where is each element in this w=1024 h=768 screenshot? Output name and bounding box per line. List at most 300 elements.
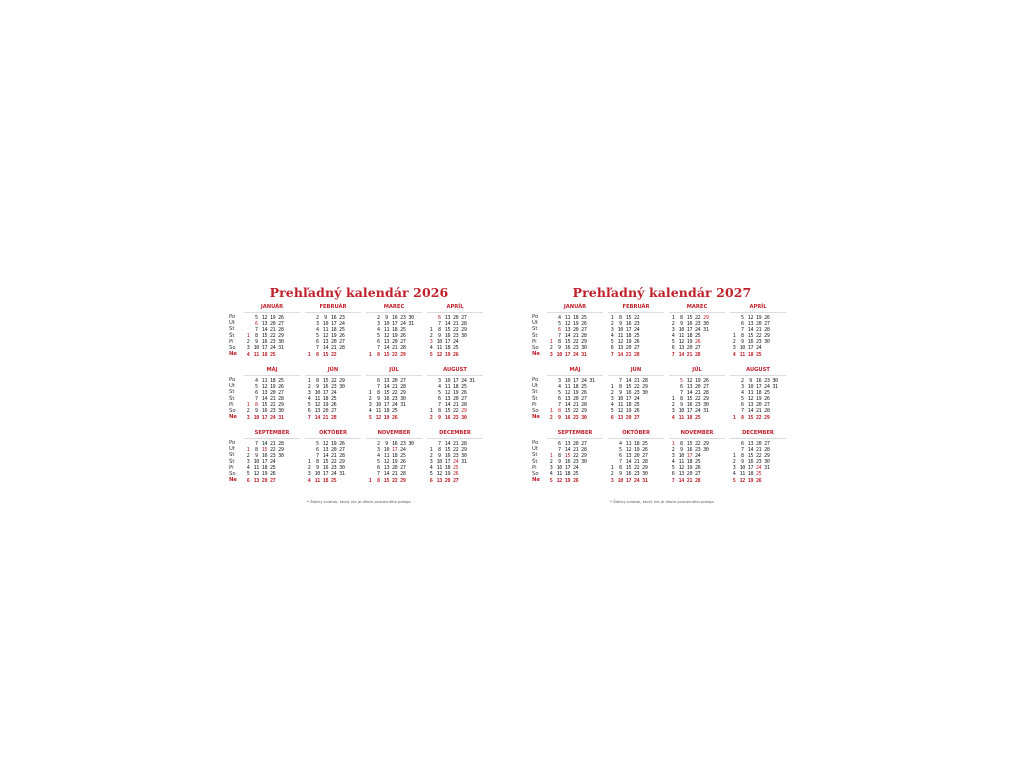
- day-cell: 26: [764, 314, 770, 321]
- day-cell: 5: [618, 446, 622, 453]
- day-cell: 16: [747, 459, 754, 466]
- day-cell: 16: [564, 459, 571, 466]
- month-block: [547, 430, 603, 484]
- day-cell: 9: [618, 389, 622, 396]
- day-cell: 16: [686, 402, 693, 409]
- day-cell: 13: [314, 408, 320, 415]
- day-cell: 22: [755, 452, 762, 459]
- day-cell: 23: [269, 339, 276, 346]
- weekday-label: Po: [229, 314, 236, 320]
- day-cell: 19: [383, 414, 390, 421]
- day-cell: 14: [678, 351, 684, 358]
- day-cell: 3: [429, 339, 433, 346]
- day-cell: 1: [429, 408, 433, 415]
- day-cell: 8: [740, 452, 744, 459]
- day-cell: 29: [339, 377, 345, 384]
- day-cell: 11: [556, 471, 562, 478]
- day-cell: 24: [330, 471, 337, 478]
- day-cell: 4: [557, 314, 561, 321]
- day-cell: 20: [322, 408, 329, 415]
- day-cell: 10: [253, 414, 259, 421]
- day-cell: 9: [618, 471, 622, 478]
- day-cell: 25: [330, 396, 337, 403]
- day-cell: [346, 415, 354, 421]
- day-cell: 8: [618, 383, 622, 390]
- day-cell: 23: [755, 459, 762, 466]
- day-cell: 12: [678, 465, 684, 472]
- day-cell: 22: [572, 452, 579, 459]
- day-cell: 30: [642, 389, 648, 396]
- day-cell: 29: [400, 477, 406, 484]
- day-cell: 10: [617, 396, 623, 403]
- day-cell: 3: [732, 465, 736, 472]
- day-cell: 11: [375, 408, 381, 415]
- day-cell: 11: [314, 396, 320, 403]
- day-cell: 20: [391, 465, 398, 472]
- day-cell: 24: [633, 396, 640, 403]
- day-cell: 15: [444, 326, 451, 333]
- day-cell: 26: [339, 333, 345, 340]
- day-cell: 13: [383, 339, 390, 346]
- day-cell: 17: [625, 326, 632, 333]
- day-cell: [407, 415, 415, 421]
- month-block: [427, 430, 483, 484]
- day-cell: 30: [278, 452, 284, 459]
- weekday-row: [366, 415, 422, 421]
- day-cell: 12: [322, 440, 329, 447]
- day-cell: 2: [376, 440, 380, 447]
- day-cell: 12: [617, 339, 623, 346]
- day-cell: 17: [322, 389, 329, 396]
- month-block: [305, 367, 361, 421]
- day-cell: 20: [330, 339, 337, 346]
- day-cell: 7: [557, 402, 561, 409]
- day-cell: 18: [625, 402, 632, 409]
- day-cell: 23: [633, 389, 640, 396]
- day-cell: 12: [322, 333, 329, 340]
- month-name: JANUÁR: [547, 304, 603, 313]
- day-cell: 6: [376, 377, 380, 384]
- day-cell: 15: [383, 389, 390, 396]
- day-cell: 20: [625, 345, 632, 352]
- day-cell: 9: [254, 452, 258, 459]
- day-cell: 10: [383, 446, 390, 453]
- weekday-row: [730, 478, 786, 484]
- day-cell: 25: [755, 351, 762, 358]
- weekday-row: [730, 415, 786, 421]
- day-cell: 27: [694, 471, 701, 478]
- day-cell: 4: [254, 377, 258, 384]
- day-cell: 21: [391, 383, 398, 390]
- day-cell: 1: [549, 408, 553, 415]
- day-cell: 14: [686, 389, 693, 396]
- day-cell: [407, 352, 415, 358]
- day-cell: 10: [678, 408, 684, 415]
- day-cell: 27: [461, 396, 467, 403]
- day-cell: 25: [755, 471, 762, 478]
- day-cell: 10: [739, 465, 745, 472]
- weekday-label: Pi: [532, 401, 537, 408]
- day-cell: 4: [610, 402, 614, 409]
- day-cell: 5: [732, 477, 736, 484]
- day-cell: 25: [694, 333, 701, 340]
- day-cell: 7: [315, 452, 319, 459]
- day-cell: 10: [436, 459, 442, 466]
- day-cell: 7: [437, 320, 441, 327]
- day-cell: 21: [269, 396, 276, 403]
- day-cell: 31: [278, 414, 284, 421]
- day-cell: 15: [322, 459, 329, 466]
- day-cell: 17: [452, 377, 459, 384]
- day-cell: 19: [572, 320, 579, 327]
- day-cell: 28: [400, 345, 406, 352]
- day-cell: 2: [740, 377, 744, 384]
- day-cell: 16: [564, 345, 571, 352]
- day-cell: 12: [739, 477, 745, 484]
- day-cell: 10: [564, 377, 571, 384]
- day-cell: 20: [694, 383, 701, 390]
- day-cell: [285, 478, 293, 484]
- day-cell: 13: [436, 477, 442, 484]
- day-cell: 7: [610, 351, 614, 358]
- quarter-row: [532, 367, 792, 430]
- weekday-label: St: [229, 452, 235, 459]
- day-cell: 14: [322, 452, 329, 459]
- day-cell: 29: [581, 339, 587, 346]
- day-cell: 29: [278, 402, 284, 409]
- day-cell: 5: [246, 471, 250, 478]
- day-cell: 17: [391, 320, 398, 327]
- day-cell: 15: [261, 446, 268, 453]
- day-cell: 23: [694, 320, 701, 327]
- day-cell: 1: [368, 351, 372, 358]
- weekday-label: Št: [229, 332, 235, 339]
- day-cell: 18: [686, 414, 693, 421]
- day-cell: 30: [703, 446, 709, 453]
- day-cell: 11: [322, 326, 329, 333]
- day-cell: [338, 415, 346, 421]
- day-cell: 2: [429, 414, 433, 421]
- day-cell: [649, 415, 657, 421]
- day-cell: 6: [740, 440, 744, 447]
- day-cell: 17: [747, 345, 754, 352]
- weekday-row: [244, 415, 300, 421]
- quarter-row: [229, 304, 489, 367]
- day-cell: 28: [278, 396, 284, 403]
- day-cell: 17: [261, 459, 268, 466]
- day-cell: 16: [330, 314, 337, 321]
- day-cell: 1: [671, 440, 675, 447]
- day-cell: 20: [686, 471, 693, 478]
- day-cell: 21: [572, 333, 579, 340]
- day-cell: 20: [572, 326, 579, 333]
- day-cell: 8: [618, 465, 622, 472]
- month-block: [244, 430, 300, 484]
- day-cell: 21: [686, 477, 693, 484]
- day-cell: 4: [429, 465, 433, 472]
- day-cell: 17: [330, 320, 337, 327]
- day-cell: 8: [679, 440, 683, 447]
- day-cell: 2: [429, 333, 433, 340]
- day-cell: 28: [764, 446, 770, 453]
- day-cell: 16: [391, 440, 398, 447]
- day-cell: 4: [246, 351, 250, 358]
- day-cell: 24: [339, 320, 345, 327]
- day-cell: 30: [339, 465, 345, 472]
- day-cell: 23: [764, 377, 770, 384]
- day-cell: 18: [391, 326, 398, 333]
- quarter-row: [229, 430, 489, 493]
- weekday-label: Ut: [532, 383, 538, 390]
- month-name: FEBRUÁR: [608, 304, 664, 313]
- day-cell: 17: [625, 396, 632, 403]
- day-cell: 7: [254, 326, 258, 333]
- day-cell: 18: [444, 465, 451, 472]
- day-cell: 22: [452, 326, 459, 333]
- weekday-label: St: [229, 389, 235, 396]
- day-cell: 1: [246, 333, 250, 340]
- day-cell: 8: [315, 459, 319, 466]
- day-cell: 19: [755, 314, 762, 321]
- day-cell: 5: [671, 339, 675, 346]
- day-cell: 25: [400, 326, 406, 333]
- day-cell: 6: [437, 314, 441, 321]
- weekday-label: So: [532, 407, 539, 414]
- month-name: MAREC: [669, 304, 725, 313]
- day-cell: 14: [261, 326, 268, 333]
- day-cell: 24: [755, 465, 762, 472]
- day-cell: 28: [642, 377, 648, 384]
- day-cell: 4: [376, 326, 380, 333]
- day-cell: 19: [633, 446, 640, 453]
- day-cell: 6: [618, 452, 622, 459]
- day-cell: 22: [269, 402, 276, 409]
- weekday-label: Ut: [532, 320, 538, 327]
- day-cell: 22: [391, 477, 398, 484]
- day-cell: 6: [671, 345, 675, 352]
- day-cell: 11: [678, 333, 684, 340]
- day-cell: 10: [253, 459, 259, 466]
- day-cell: 23: [400, 440, 406, 447]
- weekday-labels: [532, 314, 546, 357]
- day-cell: 7: [254, 440, 258, 447]
- month-block: [547, 304, 603, 358]
- day-cell: 17: [686, 452, 693, 459]
- day-cell: 28: [633, 351, 640, 358]
- day-cell: 11: [678, 414, 684, 421]
- month-block: [669, 430, 725, 484]
- day-cell: 15: [322, 377, 329, 384]
- day-cell: 9: [749, 377, 752, 384]
- day-cell: 30: [703, 320, 709, 327]
- day-cell: [285, 415, 293, 421]
- day-cell: 4: [368, 408, 372, 415]
- day-cell: 7: [679, 389, 683, 396]
- day-cell: 27: [400, 465, 406, 472]
- day-cell: 19: [686, 339, 693, 346]
- day-cell: 10: [314, 471, 320, 478]
- month-block: [427, 304, 483, 358]
- day-cell: 9: [385, 314, 388, 321]
- day-cell: 30: [581, 459, 587, 466]
- day-cell: 3: [671, 452, 675, 459]
- day-cell: 13: [747, 320, 754, 327]
- day-cell: [399, 415, 407, 421]
- day-cell: 4: [315, 326, 319, 333]
- day-cell: 5: [315, 440, 319, 447]
- weekday-label: Ne: [229, 477, 238, 484]
- day-cell: 21: [269, 440, 276, 447]
- day-cell: 19: [330, 333, 337, 340]
- day-cell: 31: [339, 471, 345, 478]
- day-cell: 14: [383, 345, 390, 352]
- day-cell: 10: [556, 351, 562, 358]
- day-cell: 22: [633, 383, 640, 390]
- weekday-label: Po: [229, 377, 236, 383]
- day-cell: 24: [572, 351, 579, 358]
- day-cell: 24: [694, 408, 701, 415]
- day-cell: 6: [437, 396, 441, 403]
- day-cell: [763, 352, 771, 358]
- day-cell: 28: [330, 414, 337, 421]
- day-cell: 8: [618, 314, 622, 321]
- day-cell: 8: [376, 389, 380, 396]
- day-cell: 29: [642, 465, 648, 472]
- day-cell: 19: [261, 471, 268, 478]
- day-cell: 23: [269, 408, 276, 415]
- day-cell: 20: [755, 440, 762, 447]
- day-cell: 6: [740, 320, 744, 327]
- day-cell: 19: [391, 333, 398, 340]
- month-block: [669, 367, 725, 421]
- day-cell: 4: [610, 333, 614, 340]
- day-cell: 25: [694, 459, 701, 466]
- day-cell: 2: [246, 452, 250, 459]
- day-cell: 18: [686, 459, 693, 466]
- day-cell: 12: [625, 446, 632, 453]
- month-name: JÚN: [608, 367, 664, 376]
- day-cell: 4: [307, 396, 311, 403]
- day-cell: 28: [400, 383, 406, 390]
- day-cell: 6: [557, 440, 561, 447]
- day-cell: 15: [564, 452, 571, 459]
- day-cell: 5: [437, 389, 441, 396]
- day-cell: 10: [739, 345, 745, 352]
- month-name: APRÍL: [427, 304, 483, 313]
- day-cell: 8: [254, 333, 258, 340]
- weekday-labels: [229, 377, 243, 420]
- day-cell: 3: [315, 320, 319, 327]
- day-cell: 31: [461, 459, 467, 466]
- weekday-row: [547, 415, 603, 421]
- day-cell: 5: [376, 333, 380, 340]
- day-cell: 19: [452, 389, 459, 396]
- month-name: JÚL: [669, 367, 725, 376]
- day-cell: 11: [261, 377, 268, 384]
- day-cell: 13: [617, 345, 623, 352]
- day-cell: 7: [557, 333, 561, 340]
- day-cell: 2: [610, 389, 614, 396]
- day-cell: 11: [436, 345, 442, 352]
- day-cell: 6: [376, 339, 380, 346]
- day-cell: 28: [694, 351, 701, 358]
- day-cell: 21: [452, 440, 459, 447]
- day-cell: 15: [747, 452, 754, 459]
- day-cell: 30: [400, 396, 406, 403]
- day-cell: 23: [400, 314, 406, 321]
- day-cell: 28: [461, 402, 467, 409]
- day-cell: 26: [339, 440, 345, 447]
- day-cell: 25: [278, 377, 284, 384]
- day-cell: 16: [391, 314, 398, 321]
- day-cell: 22: [391, 351, 398, 358]
- day-cell: 30: [408, 314, 414, 321]
- day-cell: 15: [564, 408, 571, 415]
- day-cell: 26: [581, 320, 587, 327]
- weekday-row: [547, 352, 603, 358]
- day-cell: 21: [452, 320, 459, 327]
- day-cell: 27: [269, 477, 276, 484]
- calendar-2027: [532, 284, 792, 504]
- day-cell: 1: [732, 333, 736, 340]
- day-cell: 1: [307, 377, 311, 384]
- day-cell: 25: [461, 383, 467, 390]
- weekday-label: Pi: [532, 338, 537, 345]
- day-cell: 30: [764, 459, 770, 466]
- day-cell: 12: [444, 389, 451, 396]
- day-cell: 3: [549, 465, 553, 472]
- day-cell: 6: [376, 465, 380, 472]
- weekday-label: St: [229, 326, 235, 333]
- day-cell: 19: [694, 377, 701, 384]
- day-cell: 28: [278, 440, 284, 447]
- day-cell: 2: [315, 314, 319, 321]
- day-cell: 29: [642, 383, 648, 390]
- day-cell: [338, 352, 346, 358]
- day-cell: 16: [261, 408, 268, 415]
- month-block: [669, 304, 725, 358]
- day-cell: 2: [671, 446, 675, 453]
- day-cell: [338, 478, 346, 484]
- day-cell: 22: [694, 314, 701, 321]
- day-cell: 16: [444, 452, 451, 459]
- day-cell: 25: [452, 345, 459, 352]
- day-cell: 21: [391, 471, 398, 478]
- day-cell: 10: [678, 452, 684, 459]
- month-block: [366, 367, 422, 421]
- day-cell: 16: [755, 377, 762, 384]
- day-cell: 4: [549, 471, 553, 478]
- day-cell: 23: [452, 333, 459, 340]
- day-cell: [580, 478, 588, 484]
- month-name: DECEMBER: [730, 430, 786, 439]
- day-cell: 28: [642, 459, 648, 466]
- day-cell: 24: [633, 477, 640, 484]
- day-cell: 23: [452, 414, 459, 421]
- day-cell: [710, 352, 718, 358]
- day-cell: 3: [246, 459, 250, 466]
- day-cell: 12: [747, 314, 754, 321]
- day-cell: 2: [246, 408, 250, 415]
- day-cell: 10: [678, 326, 684, 333]
- day-cell: 13: [747, 440, 754, 447]
- day-cell: 20: [269, 389, 276, 396]
- day-cell: 12: [436, 471, 442, 478]
- day-cell: 13: [322, 446, 329, 453]
- month-block: [366, 304, 422, 358]
- day-cell: 14: [678, 477, 684, 484]
- day-cell: 31: [703, 326, 709, 333]
